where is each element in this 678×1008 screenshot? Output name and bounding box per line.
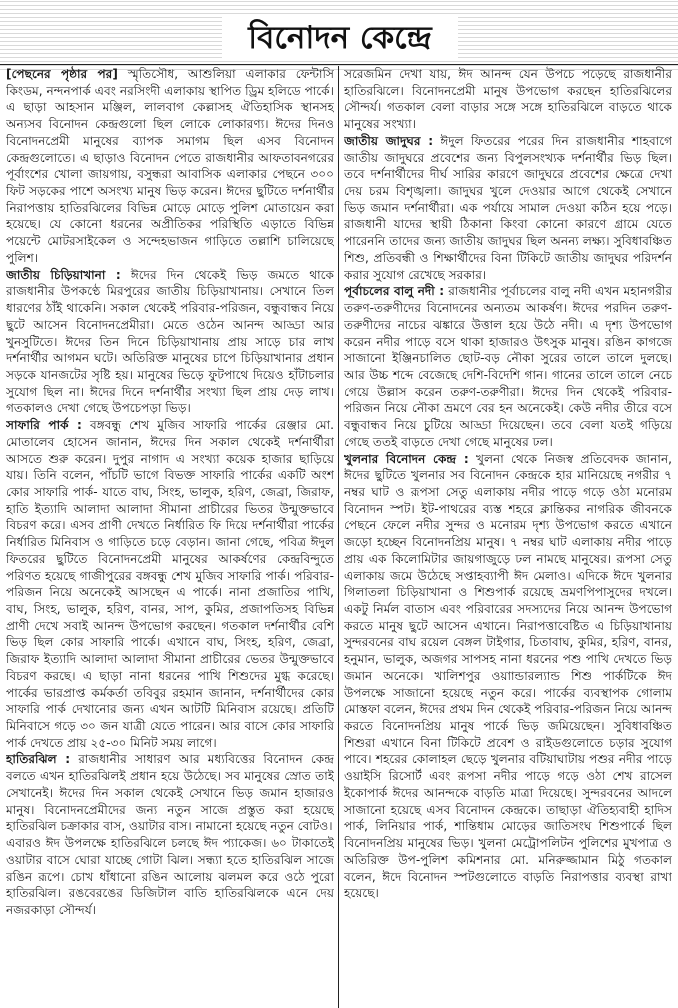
article-paragraph — [6, 66, 334, 267]
paragraph-text: এবারও ঈদ উপলক্ষে হাতিরঝিলে চলছে ঈদ প্যাকেজ। ৬০ টাকাতেই ওয়াটার বাসে ঘোরা যাচ্ছে গোটা ঝিল। সন্ধ্যা হতে হাতিরঝিল সাজে রঙিন রূপে। চোখ ধাঁধানো রঙিন আলোয় ঝলমল করে ওঠে পুরো হাতিরঝিল। রঙবেরঙের ডিজিটাল বাতি হাতিরঝিলকে এনে দেয় নজরকাড়া সৌন্দর্য। — [6, 836, 334, 917]
article-paragraph — [344, 451, 672, 902]
section-heading: [পেছনের পৃষ্ঠার পর] — [6, 67, 118, 81]
article-paragraph — [344, 133, 672, 283]
headline-banner — [0, 0, 678, 70]
headline-box — [222, 16, 458, 60]
article-paragraph — [6, 751, 334, 835]
article-column-left — [6, 66, 334, 1006]
article-paragraph — [6, 835, 334, 919]
paragraph-text: স্মৃতিসৌধ, আশুলিয়া এলাকার ফেন্টাসি কিংডম, নন্দনপার্ক এবং নরসিংদী এলাকায় স্থাপিত ড্রিম হলিডে পার্কে। এ ছাড়া আহসান মঞ্জিল, লালবাগ কেল্লাসহ ঐতিহাসিক স্থানসহ অন্যসব বিনোদন কেন্দ্রগুলো ছিল লোকে লোকারণ্য। ঈদের দিনও বিনোদনপ্রেমী মানুষের ব্যাপক সমাগম ছিল এসব বিনোদন কেন্দ্রগুলোতে। এ ছাড়াও বিনোদন পেতে রাজধানীর আফতাবনগরের পূর্বাংশের খোলা জায়গায়, বসুন্ধরা আবাসিক এলাকার পেছনে ৩০০ ফিট সড়কের পাশে অসংখ্য মানুষ ভিড় করেন। ঈদের ছুটিতে দর্শনার্থীর নিরাপত্তায় হাতিরঝিলের বিভিন্ন মোড়ে মোড়ে পুলিশ মোতায়েন করা হয়েছে। যে কোনো ধরনের অপ্রীতিকর পরিস্থিতি এড়াতে বিভিন্ন পয়েন্টে মোটরসাইকেল ও সন্দেহভাজন গাড়িতে তল্লাশি চালিয়েছে পুলিশ। — [6, 67, 334, 265]
paragraph-text: ঈদুল ফিতরের পরের দিন রাজধানীর শাহবাগে জাতীয় জাদুঘরে প্রবেশের জন্য বিপুলসংখ্যক দর্শনার্থীর ভিড় ছিল। তবে দর্শনার্থীদের দীর্ঘ সারির কারণে জাদুঘরে প্রবেশের ক্ষেত্রে দেখা দেয় চরম বিশৃঙ্খলা। জাদুঘর খুলে দেওয়ার আগে থেকেই সেখানে ভিড় জমান দর্শনার্থীরা। এক পর্যায়ে সামাল দেওয়া কঠিন হয়ে পড়ে। রাজধানী যাদের স্থায়ী ঠিকানা কিংবা কোনো কারণে গ্রামে যেতে পারেননি তাদের জন্য জাতীয় জাদুঘর ছিল অনন্য লক্ষ্য। সুবিধাবঞ্চিত শিশু, প্রতিবন্ধী ও শিক্ষার্থীদের বিনা টিকিটে জাতীয় জাদুঘর পরিদর্শন করার সুযোগ রেখেছে সরকার। — [344, 133, 672, 282]
headline-title: বিনোদন কেন্দ্রে — [248, 20, 432, 56]
paragraph-text: বঙ্গবন্ধু শেখ মুজিব সাফারি পার্কের রেঞ্জার মো. মোতালেব হোসেন জানান, ঈদের দিন সকাল থেকেই দর্শনার্থীরা আসতে শুরু করেন। দুপুর নাগাদ এ সংখ্যা কয়েক হাজার ছাড়িয়ে যায়। তিনি বলেন, পাঁচটি ভাগে বিভক্ত সাফারি পার্কের একটি অংশ কোর সাফারি পার্ক- যাতে বাঘ, সিংহ, ভালুক, হরিণ, জেব্রা, জিরাফ, হাতি ইত্যাদি আলাদা আলাদা সীমানা প্রাচীরের ভিতর উন্মুক্তভাবে বিচরণ করে। এসব প্রাণী দেখতে নির্ধারিত ফি দিয়ে দর্শনার্থীরা পার্কের নির্ধারিত মিনিবাস ও গাড়িতে চড়ে বেড়ান। জানা গেছে, পবিত্র ঈদুল ফিতরের ছুটিতে বিনোদনপ্রেমী মানুষের আকর্ষণের কেন্দ্রবিন্দুতে পরিণত হয়েছে গাজীপুরের বঙ্গবন্ধু শেখ মুজিব সাফারি পার্ক। পরিবার- পরিজন নিয়ে অনেকেই আসছেন এ পার্কে। নানা প্রজাতির পাখি, বাঘ, সিংহ, ভালুক, হরিণ, বানর, সাপ, কুমির, প্রজাপতিসহ বিভিন্ন প্রাণী দেখে সবাই আনন্দ উপভোগ করছেন। গতকাল দর্শনার্থীর বেশি ভিড় ছিল কোর সাফারি পার্কে। এখানে বাঘ, সিংহ, হরিণ, জেব্রা, জিরাফ ইত্যাদি আলাদা আলাদা সীমানা প্রাচীরের ভেতর উন্মুক্তভাবে বিচরণ করছে। এ ছাড়া নানা ধরনের পাখি শিশুদের মুগ্ধ করেছে। পার্কের ভারপ্রাপ্ত কর্মকর্তা তবিবুর রহমান জানান, দর্শনার্থীদের কোর সাফারি পার্ক দেখানোর জন্য এখন আটটি মিনিবাস রয়েছে। প্রতিটি মিনিবাসে গড়ে ৩০ জন যাত্রী যেতে পারেন। আর বাসে কোর সাফারি পার্ক দেখতে প্রায় ২৫-৩০ মিনিট সময় লাগে। — [6, 418, 334, 750]
column-divider — [338, 66, 339, 1008]
section-heading: জাতীয় জাদুঘর : — [344, 133, 434, 148]
paragraph-text: রাজধানীর সাধারণ আর মধ্যবিত্তের বিনোদন কেন্দ্র বলতে এখন হাতিরঝিলই প্রধান হয়ে উঠেছে। সব মানুষের স্রোত তাই সেখানেই। ঈদের দিন সকাল থেকেই সেখানে ভিড় জমান হাজারও মানুষ। বিনোদনপ্রেমীদের জন্য নতুন সাজে প্রস্তুত করা হয়েছে হাতিরঝিল চক্রাকার বাস, ওয়াটার বাস। নামানো হয়েছে নতুন বোটও। — [6, 752, 334, 834]
article-column-right — [344, 66, 672, 1006]
paragraph-text: রাজধানীর পূর্বাচলের বালু নদী এখন মহানগরীর তরুণ-তরুণীদের বিনোদনের অন্যতম আকর্ষণ। ঈদের পরদিন তরুণ-তরুণীদের নাচের ঝঙ্কারে উত্তাল হয়ে উঠে নদী। এ দৃশ্য উপভোগ করেন নদীর পাড়ে বসে থাকা হাজারও উৎসুক মানুষ। রঙিন কাগজে সাজানো ইঞ্জিনচালিত ছোট-বড় নৌকা সুরের তালে তালে দুলছে। আর উচ্চ শব্দে বেজেছে দেশি-বিদেশি গান। গানের তালে তালে নেচে গেয়ে উল্লাস করেন তরুণ-তরুণীরা। ঈদের দিন থেকেই পরিবার-পরিজন নিয়ে নৌকা ভ্রমণে বের হন অনেকেই। কেউ নদীর তীরে বসে বন্ধুবান্ধব নিয়ে চুটিয়ে আড্ডা দিয়েছেন। তবে বেলা যতই গড়িয়ে গেছে ততই বাড়তে দেখা গেছে মানুষের ঢল। — [344, 284, 672, 449]
headline-divider — [0, 64, 678, 65]
section-heading: জাতীয় চিড়িয়াখানা : — [6, 267, 121, 282]
article-paragraph — [6, 267, 334, 417]
article-paragraph — [344, 66, 672, 133]
section-heading: হাতিরঝিল : — [6, 752, 71, 767]
paragraph-text: ঈদের দিন থেকেই ভিড় জমতে থাকে রাজধানীর উপকণ্ঠে মিরপুরের জাতীয় চিড়িয়াখানায়। সেখানে তিল ধারণের ঠাঁই থাকেনি। সকাল থেকেই পরিবার-পরিজন, বন্ধুবান্ধব নিয়ে ছুটে আসেন বিনোদনপ্রেমীরা। মেতে ওঠেন আনন্দ আড্ডা আর খুনসুটিতে। ঈদের তিন দিনে চিড়িয়াখানায় প্রায় সাড়ে চার লাখ দর্শনার্থীর আগমন ঘটে। অতিরিক্ত মানুষের চাপে চিড়িয়াখানার প্রধান সড়কে যানজটের সৃষ্টি হয়। মানুষের ভিড়ে ফুটপাথে দিয়েও হাঁটাচলার সুযোগ ছিল না। ঈদের দিনে দর্শনার্থীর সংখ্যা ছিল প্রায় দেড় লাখ। গতকালও দেখা গেছে উপচেপড়া ভিড়। — [6, 267, 334, 416]
section-heading: সাফারি পার্ক : — [6, 418, 82, 433]
paragraph-text: খুলনা থেকে নিজস্ব প্রতিবেদক জানান, ঈদের ছুটিতে খুলনার সব বিনোদন কেন্দ্রকে হার মানিয়েছে নগরীর ৭ নম্বর ঘাট ও রূপসা সেতু এলাকায় নদীর পাড়ে গড়ে ওঠা মনোরম বিনোদন স্পট। ইট-পাথরের ব্যস্ত শহরে ক্লান্তিকর নাগরিক জীবনকে পেছনে ফেলে নদীর সুন্দর ও মনোরম দৃশ্য উপভোগ করতে এখানে জড়ো হচ্ছেন বিনোদনপ্রিয় মানুষ। ৭ নম্বর ঘাট এলাকায় নদীর পাড়ে প্রায় এক কিলোমিটার জায়গাজুড়ে ঢল নামছে মানুষের। রূপসা সেতু এলাকায় জমে উঠেছে সপ্তাহব্যাপী ঈদ মেলাও। এদিকে ঈদে খুলনার গিলাতলা চিড়িয়াখানা ও শিশুপার্ক রয়েছে ভ্রমণপিপাসুদের দখলে। একটু নির্মল বাতাস এবং পরিবারের সদস্যদের নিয়ে আনন্দ উপভোগ করতে মানুষ ছুটে আসেন এখানে। নিরাপত্তাবেষ্টিত এ চিড়িয়াখানায় সুন্দরবনের বাঘ রয়েল বেঙ্গল টাইগার, চিতাবাঘ, কুমির, হরিণ, বানর, হনুমান, ভালুক, অজগর সাপসহ নানা ধরনের পশু পাখি দেখতে ভিড় জমান অনেকে। খালিশপুর ওয়াান্ডারল্যান্ড শিশু পার্কটিকে ঈদ উপলক্ষে সাজানো হয়েছে নতুন করে। পার্কের ব্যবস্থাপক গোলাম মোস্তফা বলেন, ঈদের প্রথম দিন থেকেই পরিবার-পরিজন নিয়ে আনন্দ করতে বিনোদনপ্রিয় মানুষ পার্কে ভিড় জমিয়েছেন। সুবিধাবঞ্চিত শিশুরা এখানে বিনা টিকিটে প্রবেশ ও রাইডগুলোতে চড়ার সুযোগ পাবে। শহরের কোলাহল ছেড়ে খুলনার বটিয়াঘাটায় পশুর নদীর পাড়ে ওয়াইসি রিসোর্ট এবং রূপসা নদীর পাড়ে গড়ে ওঠা শেখ রাসেল ইকোপার্ক ঈদের আনন্দকে বাড়তি মাত্রা দিয়েছে। সুন্দরবনের আদলে সাজানো হয়েছে এসব বিনোদন কেন্দ্রকে। তাছাড়া ঐতিহ্যবাহী হাদিস পার্ক, লিনিয়ার পার্ক, শান্তিধাম মোড়ের জাতিসংঘ শিশুপার্কে ছিল বিনোদনপ্রিয় মানুষের ভিড়। খুলনা মেট্রোপলিটন পুলিশের মুখপাত্র ও অতিরিক্ত উপ-পুলিশ কমিশনার মো. মনিরুজ্জামান মিঠু গতকাল বলেন, ঈদে বিনোদন স্পটগুলোতে বাড়তি নিরাপত্তার ব্যবস্থা রাখা হয়েছে। — [344, 451, 672, 901]
article-paragraph — [344, 283, 672, 450]
paragraph-text: সরেজমিন দেখা যায়, ঈদ আনন্দ যেন উপচে পড়েছে রাজধানীর হাতিরঝিলে। বিনোদনপ্রেমী মানুষ উপভোগ করছেন হাতিরঝিলের সৌন্দর্য। গতকাল বেলা বাড়ার সঙ্গে সঙ্গে হাতিরঝিলে বাড়তে থাকে মানুষের সংখ্যা। — [344, 67, 672, 132]
section-heading: পূর্বাচলের বালু নদী : — [344, 284, 445, 299]
article-paragraph — [6, 417, 334, 751]
section-heading: খুলনার বিনোদন কেন্দ্র : — [344, 451, 469, 466]
